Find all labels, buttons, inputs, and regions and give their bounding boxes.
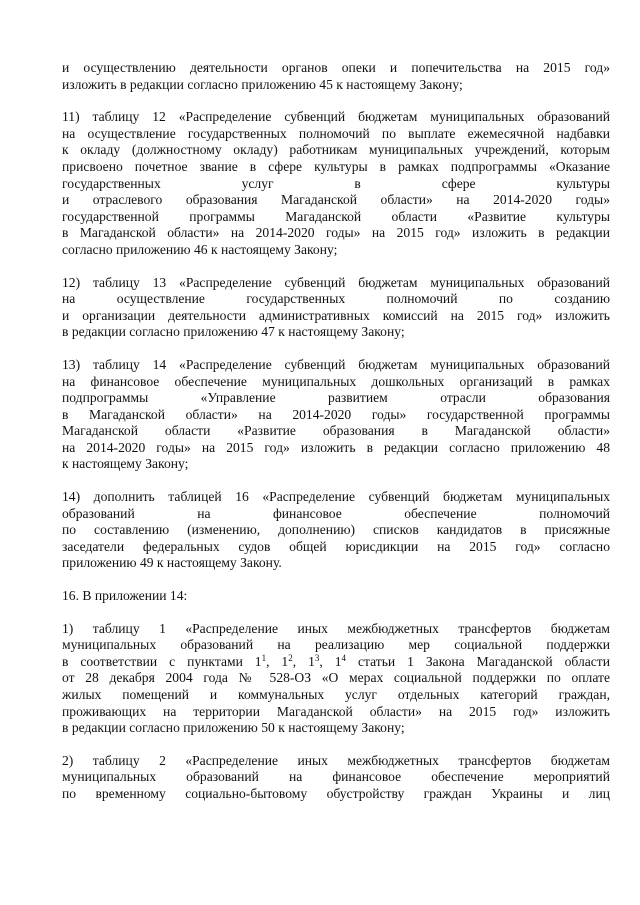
paragraph-item-12 (62, 275, 610, 341)
text-line: приложению 49 к настоящему Закону. (62, 555, 282, 571)
text-line: и отраслевого образования Магаданской области» на 2014-2020 годы» (62, 192, 610, 208)
text-line: 13) таблицу 14 «Распределение субвенций бюджетам муниципальных образований (62, 356, 610, 372)
text-line: и организации деятельности административных комиссий на 2015 год» изложить (62, 307, 610, 323)
text-line: к настоящему Закону; (62, 456, 189, 472)
paragraph-item-14 (62, 489, 610, 572)
text-line: муниципальных образований на финансовое обеспечение мероприятий (62, 769, 610, 785)
text-line: 16. В приложении 14: (62, 588, 188, 604)
text-line: на осуществление государственных полномочий по созданию (62, 291, 610, 307)
paragraph-subitem-1 (62, 621, 610, 737)
text-line: 11) таблицу 12 «Распределение субвенций бюджетам муниципальных образований (62, 109, 610, 125)
text-line: от 28 декабря 2004 года № 528-ОЗ «О мерах социальной поддержки по оплате (62, 670, 610, 686)
text-line: 1) таблицу 1 «Распределение иных межбюджетных трансфертов бюджетам (62, 620, 610, 636)
text-line: проживающих на территории Магаданской области» на 2015 год» изложить (62, 703, 610, 719)
text-line: образований на финансовое обеспечение полномочий (62, 505, 610, 521)
text-line: на финансовое обеспечение муниципальных дошкольных организаций в рамках (62, 373, 610, 389)
text-line: Магаданской области «Развитие образования в Магаданской области» (62, 423, 610, 439)
text-line: согласно приложению 46 к настоящему Закону; (62, 241, 338, 257)
paragraph-item-13 (62, 357, 610, 473)
text-line: к окладу (должностному окладу) работникам муниципальных учреждений, которым (62, 142, 610, 158)
text-line: по временному социально-бытовому обустройству граждан Украины и лиц (62, 785, 610, 801)
text-line: жилых помещений и коммунальных услуг отдельных категорий граждан, (62, 687, 610, 702)
text-line: 12) таблицу 13 «Распределение субвенций бюджетам муниципальных образований (62, 274, 610, 290)
text-line: по составлению (изменению, дополнению) списков кандидатов в присяжные (62, 522, 610, 538)
text-line: изложить в редакции согласно приложению 45 к настоящему Закону; (62, 76, 463, 92)
text-line: заседатели федеральных судов общей юрисдикции на 2015 год» согласно (62, 538, 610, 554)
text-line: и осуществлению деятельности органов опеки и попечительства на 2015 год» (62, 60, 610, 75)
text-line: в соответствии с пунктами $1^1$, $1^2$, $1^3$, $1^4$ статьи 1 Закона Магаданской области (62, 652, 611, 669)
text-line: в редакции согласно приложению 47 к настоящему Закону; (62, 324, 405, 340)
text-line: 14) дополнить таблицей 16 «Распределение субвенций бюджетам муниципальных (62, 489, 610, 505)
text-line: муниципальных образований на реализацию мер социальной поддержки (62, 637, 610, 653)
section-heading-16 (62, 588, 610, 605)
text-line: в Магаданской области» на 2014-2020 годы» государственной программы (62, 406, 610, 422)
paragraph-subitem-2 (62, 753, 610, 803)
text-line: в Магаданской области» на 2014-2020 годы» на 2015 год» изложить в редакции (62, 225, 610, 241)
text-line: государственной программы Магаданской области «Развитие культуры (62, 208, 610, 224)
text-line: 2) таблицу 2 «Распределение иных межбюджетных трансфертов бюджетам (62, 752, 610, 768)
paragraph-1 (62, 60, 610, 93)
paragraph-item-11 (62, 109, 610, 258)
text-line: присвоено почетное звание в сфере культуры в рамках подпрограммы «Оказание (62, 158, 610, 174)
document-page (62, 60, 610, 819)
text-line: государственных услуг в сфере культуры (62, 175, 610, 191)
text-line: в редакции согласно приложению 50 к настоящему Закону; (62, 720, 405, 736)
text-line: на осуществление государственных полномочий по выплате ежемесячной надбавки (62, 125, 610, 141)
text-line: на 2014-2020 годы» на 2015 год» изложить в редакции согласно приложению 48 (62, 439, 610, 455)
text-line: подпрограммы «Управление развитием отрасли образования (62, 390, 610, 406)
